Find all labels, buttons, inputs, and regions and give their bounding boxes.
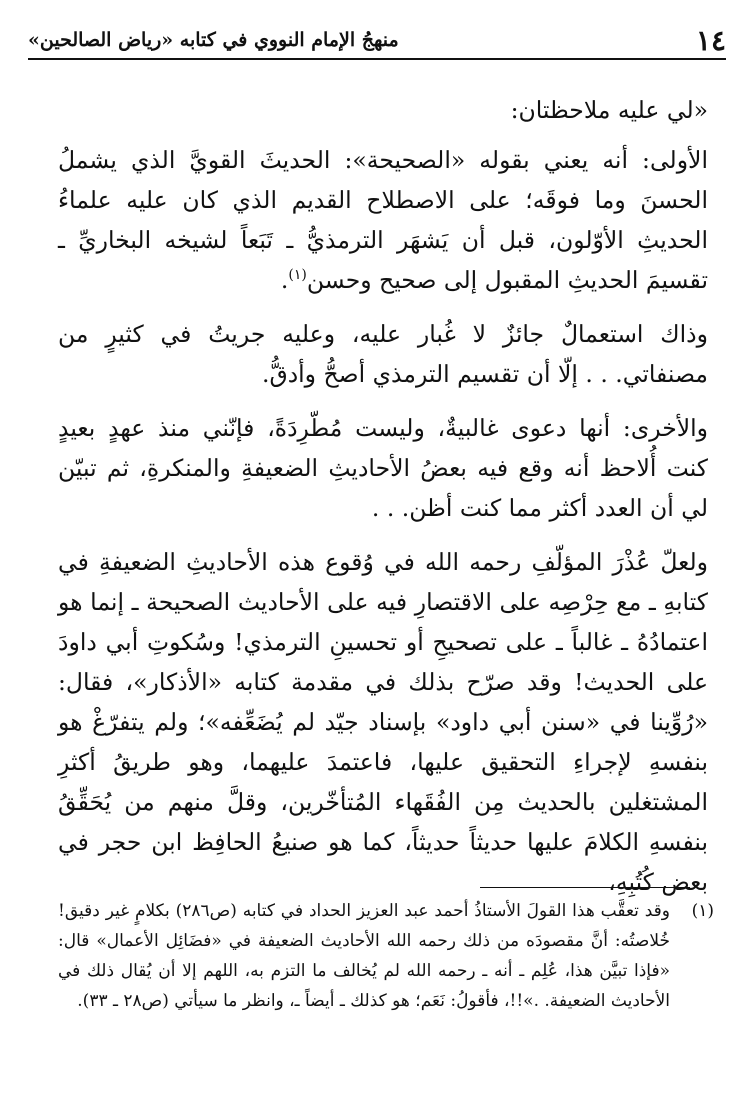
paragraph-first-remark: [58, 140, 708, 300]
intro-line: «لي عليه ملاحظتان:: [510, 96, 708, 124]
footnote-divider: [480, 887, 690, 888]
paragraph-usage: وذاك استعمالٌ جائزٌ لا غُبار عليه، وعليه جريتُ في كثيرٍ من مصنفاتي. . . إلّا أن تقسيم الترمذي أصحُّ وأدقُّ.: [58, 320, 708, 388]
paragraph-text: الأولى: أنه يعني بقوله «الصحيحة»: الحديثَ القويَّ الذي يشملُ الحسنَ وما فوقَه؛ على الاصطلاح القديم الذي كان عليه علماءُ الحديثِ الأوّلون، قبل أن يَشهَر الترمذيُّ ـ تَبَعاً لشيخه البخاريِّ ـ تقسيمَ الحديثِ المقبول إلى صحيح وحسن: [58, 146, 708, 294]
paragraph-excuse: ولعلّ عُذْرَ المؤلّفِ رحمه الله في وُقوع هذه الأحاديثِ الضعيفةِ في كتابهِ ـ مع حِرْصِه على الاقتصارِ فيه على الأحاديث الصحيحة ـ إنما هو اعتمادُهُ ـ غالباً ـ على تصحيحِ أو تحسينِ الترمذي! وسُكوتِ أبي داودَ على الحديث! وقد صرّح بذلك في مقدمة كتابه «الأذكار»، فقال: «رُوِّينا في «سنن أبي داود» بإسناد جيّد لم يُضَعِّفه»؛ ولم يتفرّغْ هو بنفسهِ لإجراءِ التحقيق عليها، فاعتمدَ عليهما، وهو طريقُ أكثرِ المشتغلين بالحديث مِن الفُقَهاء المُتأخّرين، وقلَّ منهم من يُحَقِّقُ بنفسهِ الكلامَ عليها حديثاً حديثاً، كما هو صنيعُ الحافِظ ابن حجر في بعض كُتُبِهِ،: [58, 548, 708, 896]
footnote-number: (١): [691, 901, 714, 921]
page-header: [28, 22, 726, 60]
footnote-text: وقد تعقَّب هذا القولَ الأستاذُ أحمد عبد العزيز الحداد في كتابه (ص٢٨٦) بكلامٍ غير دقيق! خُلاصتُه: أنَّ مقصودَه من ذلك رحمه الله الأحاديث الضعيفة في «فضَائِل الأعمال» قال: «فإذا تبيَّن هذا، عُلِم ـ أنه ـ رحمه الله لم يُخالف ما التزم به، اللهم إلا أن يُقال ذلك في الأحاديث الضعيفة. .»!!، فأقولُ: نَعَم؛ هو كذلك ـ أيضاً ـ، وانظر ما سيأتي (ص٢٨ ـ ٣٣).: [58, 901, 670, 1011]
running-title: منهجُ الإمام النووي في كتابه «رياض الصالحين»: [28, 29, 399, 51]
footnote: [58, 896, 714, 1016]
main-text: [58, 90, 708, 916]
footnote-reference: (١): [288, 267, 307, 284]
page-number: ١٤: [695, 23, 726, 57]
paragraph-end-mark: .: [280, 266, 289, 294]
paragraph-second-remark: والأخرى: أنها دعوى غالبيةٌ، وليست مُطّرِدَةً، فإنّني منذ عهدٍ بعيدٍ كنت أُلاحظ أنه وقع فيه بعضُ الأحاديثِ الضعيفةِ والمنكرةِ، ثم تبيّن لي أن العدد أكثر مما كنت أظن. . .: [58, 414, 708, 522]
